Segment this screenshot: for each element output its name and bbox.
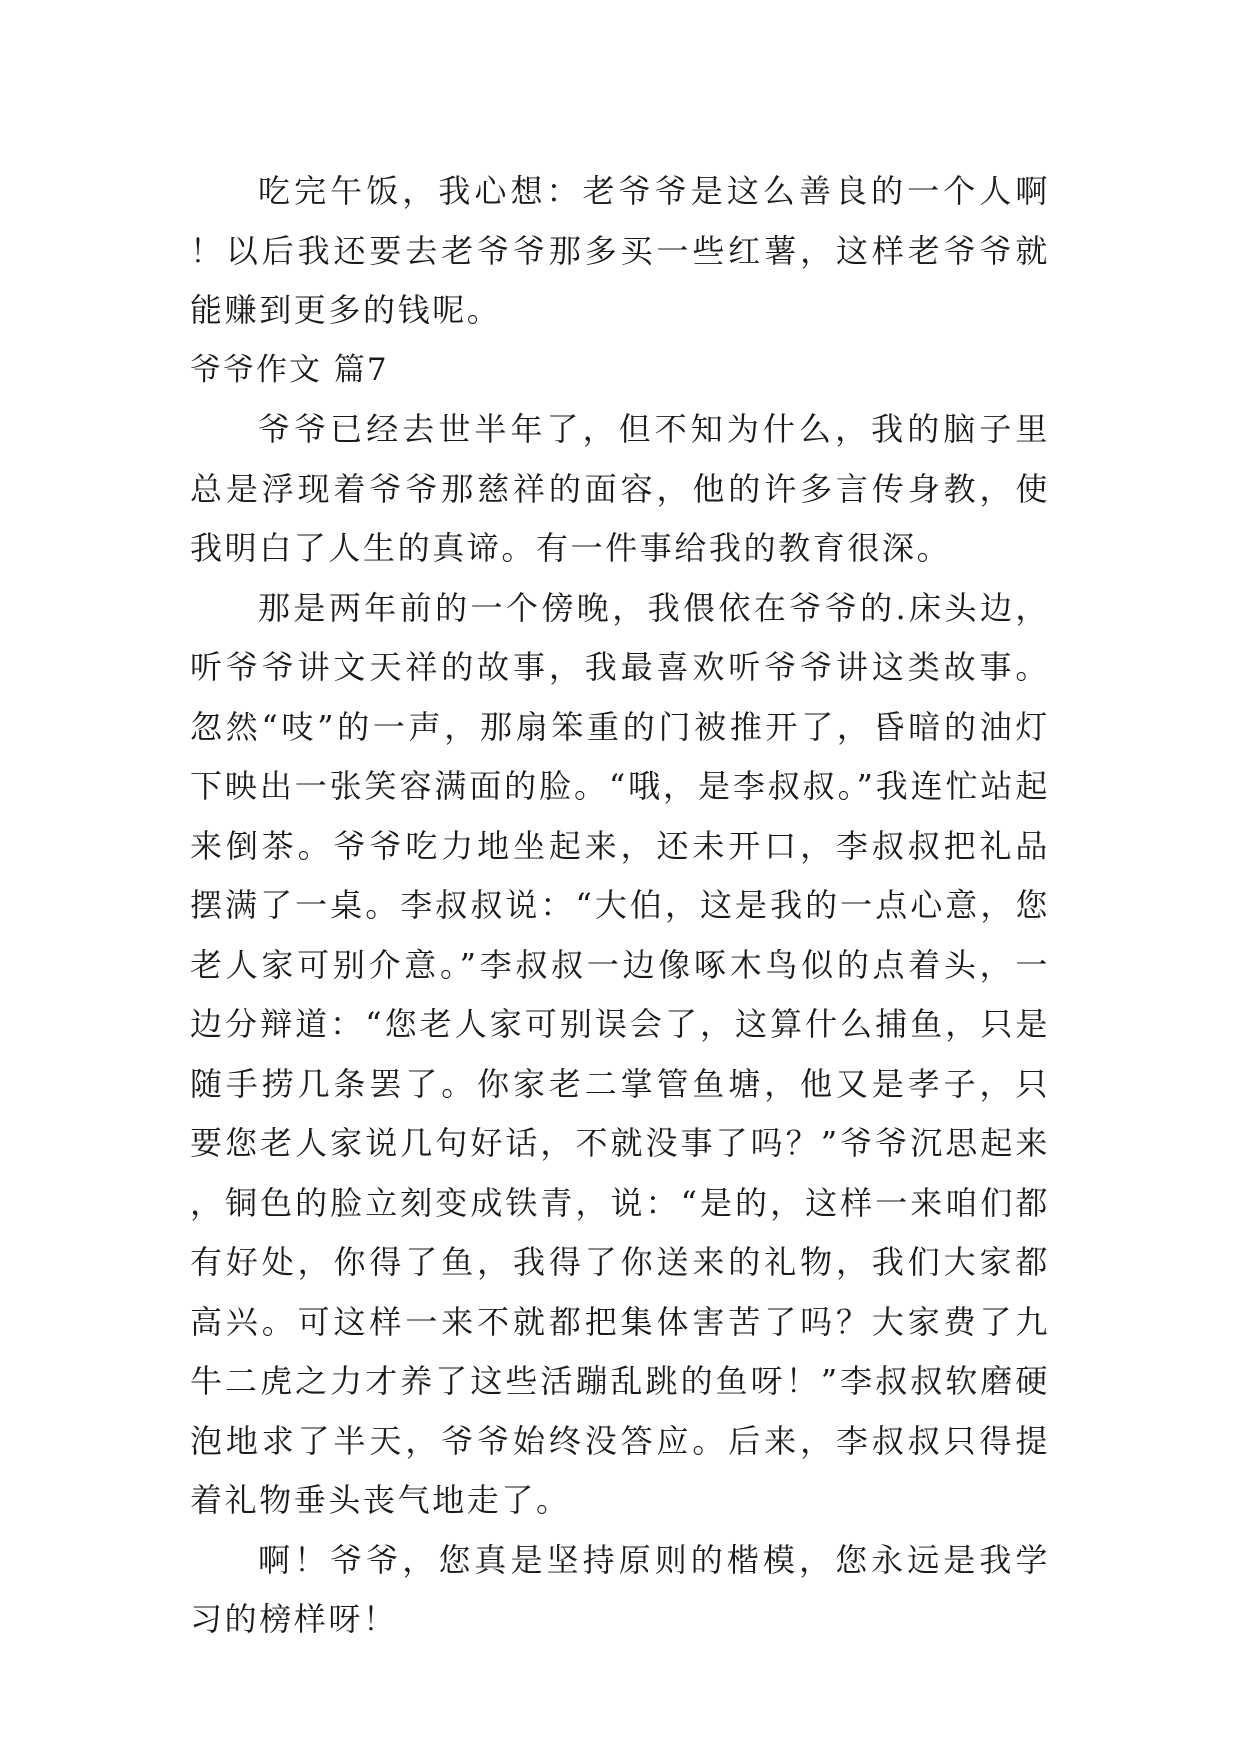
paragraph-uncle-li-story: 那是两年前的一个傍晚，我偎依在爷爷的.床头边，听爷爷讲文天祥的故事，我最喜欢听爷爷讲这类故事。忽然“吱”的一声，那扇笨重的门被推开了，昏暗的油灯下映出一张笑容满面的脸。“哦，是李叔叔。”我连忙站起来倒茶。爷爷吃力地坐起来，还未开口，李叔叔把礼品摆满了一桌。李叔叔说：“大伯，这是我的一点心意，您老人家可别介意。”李叔叔一边像啄木鸟似的点着头，一边分辩道：“您老人家可别误会了，这算什么捕鱼，只是随手捞几条罢了。你家老二掌管鱼塘，他又是孝子，只要您老人家说几句好话，不就没事了吗？”爷爷沉思起来，铜色的脸立刻变成铁青，说：“是的，这样一来咱们都有好处，你得了鱼，我得了你送来的礼物，我们大家都高兴。可这样一来不就都把集体害苦了吗？大家费了九牛二虎之力才养了这些活蹦乱跳的鱼呀！”李叔叔软磨硬泡地求了半天，爷爷始终没答应。后来，李叔叔只得提着礼物垂头丧气地走了。 <box>190 588 1050 1519</box>
document-body <box>190 162 1050 1650</box>
section-heading: 爷爷作文 篇7 <box>190 351 389 388</box>
paragraph-conclusion: 啊！爷爷，您真是坚持原则的楷模，您永远是我学习的榜样呀！ <box>190 1540 1050 1638</box>
paragraph-lunch-thought: 吃完午饭，我心想：老爷爷是这么善良的一个人啊！以后我还要去老爷爷那多买一些红薯，这样老爷爷就能赚到更多的钱呢。 <box>190 172 1050 329</box>
paragraph-grandpa-memory: 爷爷已经去世半年了，但不知为什么，我的脑子里总是浮现着爷爷那慈祥的面容，他的许多言传身教，使我明白了人生的真谛。有一件事给我的教育很深。 <box>190 410 1050 567</box>
